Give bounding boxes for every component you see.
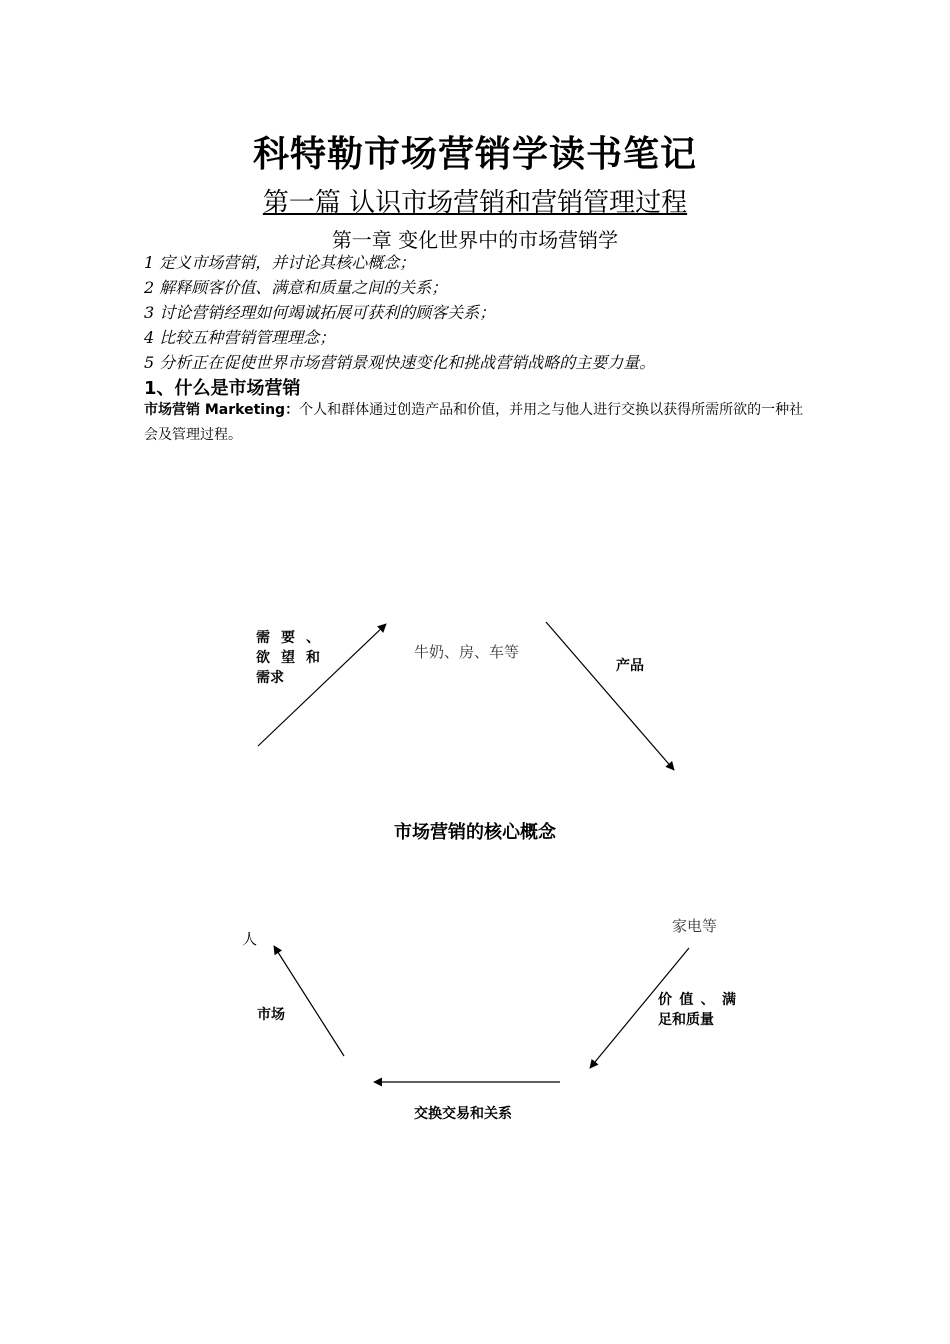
definition-term: 市场营销 Marketing： [144, 402, 300, 418]
chapter-heading: 第一章 变化世界中的市场营销学 [331, 228, 619, 252]
arrow-market-to-people [274, 946, 344, 1056]
objective-item: 4 比较五种营销管理理念； [144, 328, 336, 347]
document-title: 科特勒市场营销学读书笔记 [252, 134, 697, 175]
node-value-satisfaction-quality: 价 值 、 满足和质量 [658, 992, 736, 1028]
node-product: 产品 [616, 658, 644, 674]
part-heading: 第一篇 认识市场营销和营销管理过程 [262, 188, 688, 218]
node-market: 市场 [257, 1007, 285, 1023]
definition-text: 个人和群体通过创造产品和价值，并用之与他人进行交换以获得所需所欲的一种社会及管理过程。 [144, 402, 804, 443]
section-heading: 1、什么是市场营销 [144, 378, 301, 399]
node-people: 人 [242, 930, 258, 948]
objective-item: 5 分析正在促使世界市场营销景观快速变化和挑战营销战略的主要力量。 [144, 353, 656, 372]
node-needs-wants-demands: 需 要 、欲 望 和需求 [256, 630, 320, 686]
objective-item: 3 讨论营销经理如何竭诚拓展可获利的顾客关系； [144, 303, 496, 322]
node-example-goods: 牛奶、房、车等 [414, 643, 520, 661]
arrow-goods-to-product [546, 622, 674, 770]
objective-item: 2 解释顾客价值、满意和质量之间的关系； [144, 278, 448, 297]
node-exchange-transactions-relationships: 交换交易和关系 [414, 1106, 512, 1122]
node-appliances: 家电等 [672, 917, 718, 935]
objective-item: 1 定义市场营销，并讨论其核心概念； [144, 253, 416, 272]
diagram-center-label: 市场营销的核心概念 [394, 822, 556, 843]
